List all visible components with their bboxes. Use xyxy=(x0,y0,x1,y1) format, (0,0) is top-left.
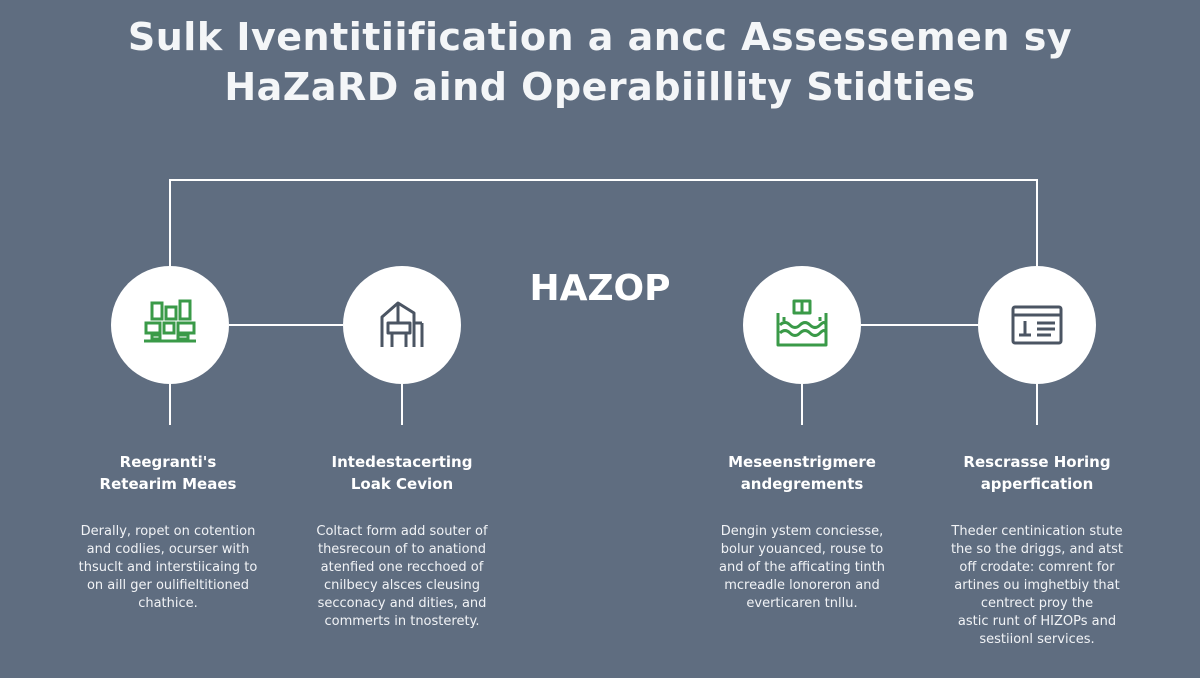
step-2 xyxy=(302,451,502,631)
flood-tank-icon xyxy=(770,293,834,357)
step-4-description: Theder centinication stute the so the driggs, and atst off crodate: comrent for artines ou imghetbiy that centrect proy the astic runt of HIZOPs and sestiionl services. xyxy=(950,524,1124,647)
step-2-description: Coltact form add souter of thesrecoun of to anationd atenfied one recchoed of cnilbecy alsces cleusing secconacy and dities, and commerts in tnosterety. xyxy=(316,524,488,629)
step-4 xyxy=(937,451,1137,649)
step-2-title: Intedestacerting Loak Cevion xyxy=(331,453,473,493)
step-1-node xyxy=(111,266,229,384)
step-3-title: Meseenstrigmere andegrements xyxy=(728,453,876,493)
step-1 xyxy=(68,451,268,613)
step-2-node xyxy=(343,266,461,384)
step-1-description: Derally, ropet on cotention and codlies, ocurser with thsuclt and interstiicaing to on aill ger oulifieltitioned chathice. xyxy=(78,524,258,611)
top-bracket-line xyxy=(170,180,1037,268)
machine-icon xyxy=(370,293,434,357)
step-3-description: Dengin ystem conciesse, bolur youanced, rouse to and of the afficating tinth mcreadle lonoreron and everticaren tnllu. xyxy=(719,524,885,611)
title-line-2: HaZaRD aind Operabiillity Stidties xyxy=(224,65,976,109)
step-4-node xyxy=(978,266,1096,384)
title-line-1: Sulk Iventitiification a ancc Assessemen sy xyxy=(127,15,1073,59)
step-3-node xyxy=(743,266,861,384)
hazop-label: HAZOP xyxy=(529,268,671,309)
step-3 xyxy=(702,451,902,613)
step-1-title: Reegranti's Retearim Meaes xyxy=(99,453,237,493)
step-4-title: Rescrasse Horing apperfication xyxy=(963,453,1111,493)
building-blocks-icon xyxy=(138,293,202,357)
id-card-icon xyxy=(1005,293,1069,357)
